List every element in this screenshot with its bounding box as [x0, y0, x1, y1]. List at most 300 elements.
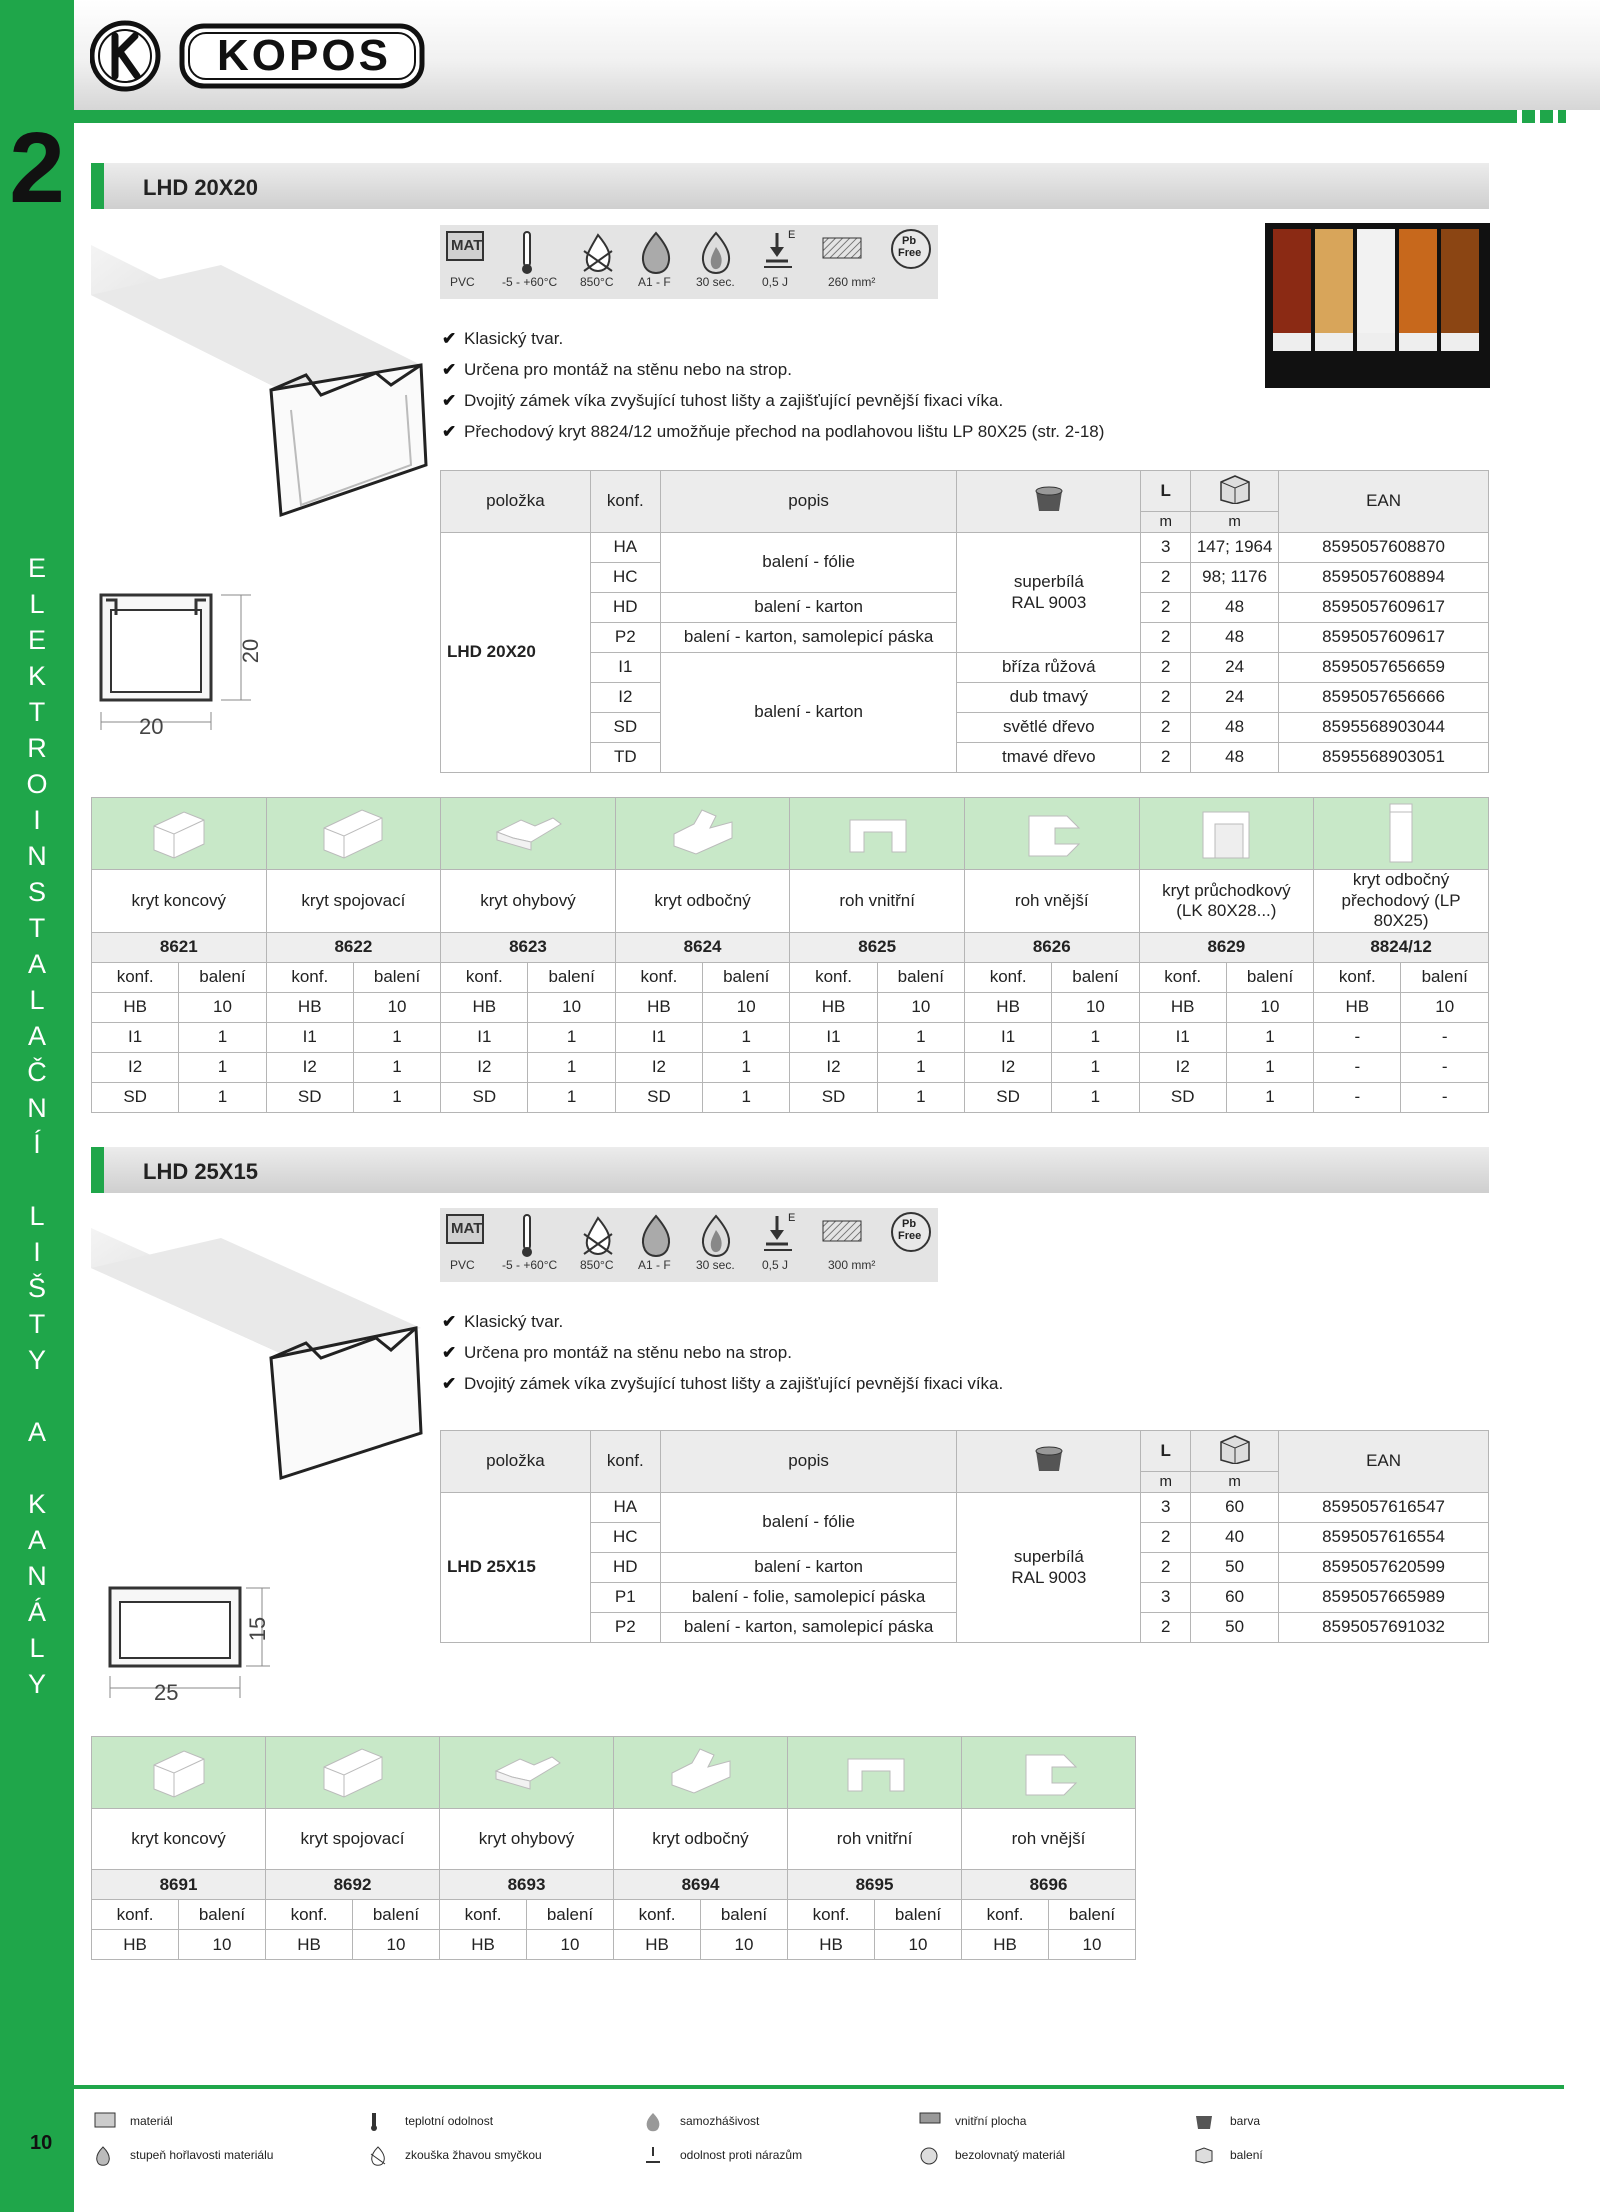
- table-cell: 24: [1191, 653, 1279, 683]
- table-cell: 1: [179, 1022, 266, 1052]
- table-cell: 1: [1226, 1022, 1313, 1052]
- table-cell: P2: [590, 1613, 660, 1643]
- table-cell: 10: [1401, 992, 1489, 1022]
- accessory-code: 8693: [440, 1870, 614, 1900]
- header-square: [1504, 110, 1517, 123]
- paint-bucket-icon: [957, 471, 1141, 533]
- accessory-name: [615, 870, 790, 932]
- side-letter: I: [33, 805, 41, 835]
- table-cell: 1: [353, 1022, 440, 1052]
- side-letter: T: [28, 1309, 46, 1339]
- col-header: konf.: [1314, 962, 1401, 992]
- table-cell: HB: [964, 992, 1051, 1022]
- table-cell: 10: [179, 992, 266, 1022]
- table-cell: SD: [441, 1082, 528, 1112]
- table-cell: HD: [590, 1553, 660, 1583]
- accessory-code: 8695: [788, 1870, 962, 1900]
- col-header: konf.: [590, 1431, 660, 1493]
- spec-value: PVC: [450, 1258, 475, 1272]
- table-cell: -: [1401, 1022, 1489, 1052]
- check-icon: ✔: [442, 360, 457, 379]
- table-cell: HB: [615, 992, 702, 1022]
- table-cell: 8595057691032: [1279, 1613, 1489, 1643]
- table-cell: balení - karton, samolepicí páska: [660, 623, 957, 653]
- table-cell: HB: [788, 1930, 875, 1960]
- footer-green-line: [74, 2085, 1564, 2089]
- accessory-name-line: kryt odbočný: [652, 1829, 749, 1849]
- table-cell: 10: [1052, 992, 1139, 1022]
- col-header: konf.: [790, 962, 877, 992]
- section-header: [91, 1147, 1489, 1193]
- col-header: konf.: [440, 1900, 527, 1930]
- feature-list: [442, 323, 1104, 447]
- table-cell: HB: [1314, 992, 1401, 1022]
- spec-value: 30 sec.: [696, 1258, 735, 1272]
- spec-value: 30 sec.: [696, 275, 735, 289]
- table-cell: HB: [614, 1930, 701, 1960]
- feature-item: [442, 354, 1104, 385]
- col-header: balení: [528, 962, 615, 992]
- paint-bucket-icon: [1194, 2112, 1216, 2130]
- side-letter: A: [27, 1417, 46, 1447]
- accessory-name-line: (LK 80X28...): [1176, 900, 1277, 920]
- table-cell: 40: [1191, 1523, 1279, 1553]
- table-cell: HB: [92, 1930, 179, 1960]
- table-cell: 8595057616554: [1279, 1523, 1489, 1553]
- pb-free-icon: Pb Free: [888, 227, 934, 276]
- unit-label: m: [1191, 1472, 1279, 1493]
- side-letter: A: [27, 949, 46, 979]
- table-cell: 1: [703, 1082, 790, 1112]
- table-cell: 10: [353, 992, 440, 1022]
- accessory-code: 8692: [266, 1870, 440, 1900]
- table-cell: 48: [1191, 593, 1279, 623]
- accessory-name-line: kryt ohybový: [478, 1829, 575, 1849]
- accessory-name-line: kryt spojovací: [301, 890, 406, 910]
- header-square: [1540, 110, 1553, 123]
- table-cell: SD: [266, 1082, 353, 1112]
- table-cell: -: [1314, 1052, 1401, 1082]
- accessory-code: 8624: [615, 932, 790, 962]
- table-cell: balení - fólie: [660, 533, 957, 593]
- col-header: konf.: [92, 1900, 179, 1930]
- feature-text: Určena pro montáž na stěnu nebo na strop.: [464, 360, 792, 379]
- accessory-image: [614, 1737, 788, 1809]
- accessory-code: 8629: [1139, 932, 1314, 962]
- chapter-vertical-title: [16, 550, 58, 1702]
- table-cell: -: [1401, 1082, 1489, 1112]
- thermometer-icon: [520, 231, 534, 280]
- table-cell: 3: [1141, 1493, 1191, 1523]
- table-cell: 2: [1141, 563, 1191, 593]
- legend-label: zkouška žhavou smyčkou: [405, 2148, 542, 2162]
- legend-label: odolnost proti nárazům: [680, 2148, 803, 2162]
- table-cell: 1: [528, 1022, 615, 1052]
- accessory-code: 8623: [441, 932, 616, 962]
- col-header: balení: [877, 962, 964, 992]
- cross-section-drawing: [91, 580, 271, 750]
- table-cell: 3: [1141, 533, 1191, 563]
- check-icon: ✔: [442, 1343, 457, 1362]
- table-cell: 8595057656666: [1279, 683, 1489, 713]
- table-cell: HC: [590, 563, 660, 593]
- feature-item: [442, 323, 1104, 354]
- check-icon: ✔: [442, 1374, 457, 1393]
- col-header: L: [1141, 471, 1191, 512]
- hatched-area-icon: [822, 237, 862, 264]
- table-cell: balení - karton: [660, 653, 957, 773]
- accessory-name-line: kryt koncový: [131, 1829, 226, 1849]
- spec-value: 0,5 J: [762, 275, 789, 289]
- product-image: [91, 1208, 431, 1488]
- table-cell: 10: [528, 992, 615, 1022]
- table-cell: 10: [703, 992, 790, 1022]
- accessory-image: [266, 798, 441, 870]
- spec-icon-bar: [440, 225, 938, 299]
- product-table: [440, 470, 1489, 773]
- table-cell: 8595057620599: [1279, 1553, 1489, 1583]
- col-header: popis: [660, 471, 957, 533]
- table-cell: I2: [590, 683, 660, 713]
- table-cell: SD: [1139, 1082, 1226, 1112]
- accessory-name-line: přechodový (LP 80X25): [1341, 890, 1461, 931]
- col-header: balení: [701, 1900, 788, 1930]
- product-image: [91, 225, 451, 525]
- section-title: LHD 25X15: [143, 1159, 258, 1184]
- col-header: balení: [353, 962, 440, 992]
- flame-drop-icon: [636, 1214, 676, 1263]
- table-cell: P1: [590, 1583, 660, 1613]
- col-header: balení: [353, 1900, 440, 1930]
- feature-text: Dvojitý zámek víka zvyšující tuhost lišty a zajišťující pevnější fixaci víka.: [464, 391, 1004, 410]
- table-cell: 10: [701, 1930, 788, 1960]
- table-cell: 3: [1141, 1583, 1191, 1613]
- side-letter: Y: [27, 1669, 46, 1699]
- feature-text: Klasický tvar.: [464, 329, 564, 348]
- side-letter: [16, 1450, 58, 1486]
- table-cell: I2: [790, 1052, 877, 1082]
- col-header: balení: [1226, 962, 1313, 992]
- product-name: LHD 20X20: [441, 533, 591, 773]
- table-cell: tmavé dřevo: [957, 743, 1141, 773]
- table-cell: -: [1314, 1082, 1401, 1112]
- side-letter: A: [27, 1021, 46, 1051]
- accessory-name: [266, 870, 441, 932]
- table-cell: SD: [590, 713, 660, 743]
- side-letter: E: [27, 553, 46, 583]
- table-cell: 10: [875, 1930, 962, 1960]
- col-header: balení: [1049, 1900, 1136, 1930]
- col-header: konf.: [1139, 962, 1226, 992]
- spec-value: 850°C: [580, 1258, 614, 1272]
- col-header: konf.: [590, 471, 660, 533]
- pb-free-icon: Pb Free: [888, 1210, 934, 1259]
- hatched-area-icon: [919, 2112, 941, 2130]
- table-cell: 8595568903051: [1279, 743, 1489, 773]
- col-header: balení: [179, 962, 266, 992]
- table-cell: 1: [1052, 1022, 1139, 1052]
- table-cell: I1: [590, 653, 660, 683]
- table-cell: 8595057608870: [1279, 533, 1489, 563]
- side-letter: Č: [27, 1057, 47, 1087]
- page-number: 10: [30, 2132, 53, 2154]
- thermometer-icon: [520, 1214, 534, 1263]
- accessory-code: 8625: [790, 932, 965, 962]
- col-header: balení: [179, 1900, 266, 1930]
- self-extinguish-icon: [644, 2112, 666, 2130]
- color-samples-photo: [1265, 223, 1490, 388]
- accessory-name: [92, 870, 267, 932]
- table-cell: 8595057616547: [1279, 1493, 1489, 1523]
- accessory-name: [92, 1809, 266, 1870]
- accessory-image: [964, 798, 1139, 870]
- accessory-name: [1314, 870, 1489, 932]
- unit-label: m: [1141, 1472, 1191, 1493]
- cross-section-drawing: [100, 1580, 280, 1730]
- self-extinguish-icon: [696, 1214, 736, 1263]
- col-header: konf.: [92, 962, 179, 992]
- table-cell: superbílá RAL 9003: [957, 533, 1141, 653]
- table-cell: HC: [590, 1523, 660, 1553]
- accessory-image: [441, 798, 616, 870]
- accessory-name: [964, 870, 1139, 932]
- glow-wire-icon: [369, 2146, 391, 2164]
- table-cell: 10: [1049, 1930, 1136, 1960]
- table-cell: I2: [1139, 1052, 1226, 1082]
- impact-icon: E: [762, 231, 796, 276]
- accessory-name: [1139, 870, 1314, 932]
- feature-item: [442, 1368, 1003, 1399]
- col-header: konf.: [962, 1900, 1049, 1930]
- box-icon: [1194, 2146, 1216, 2164]
- table-cell: 1: [877, 1022, 964, 1052]
- table-cell: 1: [179, 1082, 266, 1112]
- table-cell: dub tmavý: [957, 683, 1141, 713]
- table-cell: HA: [590, 533, 660, 563]
- table-cell: I1: [266, 1022, 353, 1052]
- accessory-image: [266, 1737, 440, 1809]
- table-cell: 8595057608894: [1279, 563, 1489, 593]
- table-cell: superbílá RAL 9003: [957, 1493, 1141, 1643]
- side-letter: K: [27, 1489, 46, 1519]
- accessory-image: [92, 1737, 266, 1809]
- accessory-code: 8694: [614, 1870, 788, 1900]
- accessory-image: [615, 798, 790, 870]
- product-table: [440, 1430, 1489, 1643]
- side-letter: A: [27, 1525, 46, 1555]
- table-cell: 147; 1964: [1191, 533, 1279, 563]
- table-cell: HA: [590, 1493, 660, 1523]
- table-cell: balení - folie, samolepicí páska: [660, 1583, 957, 1613]
- side-letter: E: [27, 625, 46, 655]
- table-cell: 60: [1191, 1583, 1279, 1613]
- accessory-name-line: kryt spojovací: [300, 1829, 405, 1849]
- accessory-name-line: roh vnitřní: [836, 1829, 913, 1849]
- table-cell: I2: [615, 1052, 702, 1082]
- table-cell: HB: [790, 992, 877, 1022]
- table-cell: I2: [266, 1052, 353, 1082]
- thermometer-icon: [369, 2112, 391, 2130]
- side-letter: R: [27, 733, 47, 763]
- legend-label: teplotní odolnost: [405, 2114, 494, 2128]
- table-cell: I1: [790, 1022, 877, 1052]
- table-cell: 1: [528, 1082, 615, 1112]
- legend-label: stupeň hořlavosti materiálu: [130, 2148, 274, 2162]
- glow-wire-icon: [578, 1214, 618, 1263]
- check-icon: ✔: [442, 329, 457, 348]
- table-cell: 1: [877, 1082, 964, 1112]
- accessories-table: [91, 1736, 1136, 1960]
- table-cell: 98; 1176: [1191, 563, 1279, 593]
- table-cell: I1: [1139, 1022, 1226, 1052]
- spec-value: -5 - +60°C: [502, 275, 558, 289]
- accessory-name: [614, 1809, 788, 1870]
- feature-item: [442, 1337, 1003, 1368]
- col-header: konf.: [615, 962, 702, 992]
- accessory-name-line: roh vnitřní: [839, 890, 915, 910]
- side-letter: N: [27, 841, 47, 871]
- side-letter: N: [27, 1561, 47, 1591]
- side-letter: L: [29, 985, 45, 1015]
- table-cell: -: [1401, 1052, 1489, 1082]
- side-letter: L: [29, 1201, 45, 1231]
- table-cell: 10: [527, 1930, 614, 1960]
- side-letter: N: [27, 1093, 47, 1123]
- accessory-name-line: kryt koncový: [131, 890, 227, 910]
- feature-text: Určena pro montáž na stěnu nebo na strop.: [464, 1343, 792, 1362]
- table-cell: I2: [441, 1052, 528, 1082]
- table-cell: 1: [353, 1082, 440, 1112]
- table-cell: I1: [441, 1022, 528, 1052]
- legend-label: materiál: [130, 2114, 173, 2128]
- table-cell: HB: [440, 1930, 527, 1960]
- col-header: EAN: [1279, 471, 1489, 533]
- table-cell: 2: [1141, 653, 1191, 683]
- table-cell: bříza růžová: [957, 653, 1141, 683]
- table-cell: HB: [266, 992, 353, 1022]
- table-cell: HB: [92, 992, 179, 1022]
- col-header: konf.: [441, 962, 528, 992]
- box-icon: [1191, 471, 1279, 512]
- legend-label: samozhášivost: [680, 2114, 760, 2128]
- table-cell: 24: [1191, 683, 1279, 713]
- table-cell: 48: [1191, 713, 1279, 743]
- spec-value: 300 mm²: [828, 1258, 876, 1272]
- side-letter: [16, 1378, 58, 1414]
- table-cell: 10: [1226, 992, 1313, 1022]
- table-cell: 60: [1191, 1493, 1279, 1523]
- feature-text: Přechodový kryt 8824/12 umožňuje přechod na podlahovou lištu LP 80X25 (str. 2-18): [464, 422, 1105, 441]
- table-cell: HD: [590, 593, 660, 623]
- impact-icon: [644, 2146, 666, 2164]
- table-cell: -: [1314, 1022, 1401, 1052]
- accessory-name-line: kryt odbočný: [654, 890, 751, 910]
- col-header: EAN: [1279, 1431, 1489, 1493]
- table-cell: 48: [1191, 623, 1279, 653]
- dimension-height: 15: [245, 1616, 271, 1642]
- side-letter: L: [29, 589, 45, 619]
- accessory-image: [790, 798, 965, 870]
- spec-value: A1 - F: [638, 1258, 671, 1272]
- table-cell: P2: [590, 623, 660, 653]
- col-header: popis: [660, 1431, 957, 1493]
- accessory-name-line: roh vnější: [1011, 1829, 1086, 1849]
- accessory-name: [790, 870, 965, 932]
- dimension-width: 20: [139, 714, 164, 739]
- check-icon: ✔: [442, 1312, 457, 1331]
- accessory-code: 8696: [962, 1870, 1136, 1900]
- table-cell: 10: [877, 992, 964, 1022]
- table-cell: balení - fólie: [660, 1493, 957, 1553]
- side-letter: T: [28, 697, 46, 727]
- feature-text: Klasický tvar.: [464, 1312, 564, 1331]
- feature-item: [442, 1306, 1003, 1337]
- table-cell: 8595057665989: [1279, 1583, 1489, 1613]
- table-cell: 8595057609617: [1279, 593, 1489, 623]
- accessory-name: [266, 1809, 440, 1870]
- flame-drop-icon: [94, 2146, 116, 2164]
- accessory-name-line: kryt odbočný: [1352, 870, 1450, 890]
- unit-label: m: [1141, 512, 1191, 533]
- chapter-number: 2: [9, 112, 65, 224]
- col-header: konf.: [266, 1900, 353, 1930]
- table-cell: 1: [703, 1022, 790, 1052]
- accessory-image: [440, 1737, 614, 1809]
- side-letter: Á: [27, 1597, 46, 1627]
- table-cell: 50: [1191, 1553, 1279, 1583]
- accessory-name-line: kryt ohybový: [480, 890, 576, 910]
- accessory-name: [440, 1809, 614, 1870]
- table-cell: 2: [1141, 713, 1191, 743]
- accessory-image: [788, 1737, 962, 1809]
- table-cell: I1: [92, 1022, 179, 1052]
- table-cell: 8595057609617: [1279, 623, 1489, 653]
- mat-icon: MAT: [446, 1214, 484, 1249]
- table-cell: HB: [1139, 992, 1226, 1022]
- accessory-name: [962, 1809, 1136, 1870]
- section-header: [91, 163, 1489, 209]
- accessory-code: 8626: [964, 932, 1139, 962]
- legend-label: balení: [1230, 2148, 1263, 2162]
- legend-label: barva: [1230, 2114, 1261, 2128]
- table-cell: TD: [590, 743, 660, 773]
- table-cell: 1: [1052, 1082, 1139, 1112]
- table-cell: balení - karton: [660, 593, 957, 623]
- spec-value: 0,5 J: [762, 1258, 789, 1272]
- unit-label: m: [1191, 512, 1279, 533]
- table-cell: 2: [1141, 1553, 1191, 1583]
- header-green-line: [74, 110, 1514, 123]
- col-header: položka: [441, 1431, 591, 1493]
- col-header: balení: [1052, 962, 1139, 992]
- spec-value: -5 - +60°C: [502, 1258, 558, 1272]
- feature-text: Dvojitý zámek víka zvyšující tuhost lišty a zajišťující pevnější fixaci víka.: [464, 1374, 1004, 1393]
- header-square: [1558, 110, 1566, 123]
- accessory-image: [1139, 798, 1314, 870]
- table-cell: SD: [964, 1082, 1051, 1112]
- mat-icon: MAT: [446, 231, 484, 266]
- table-cell: SD: [615, 1082, 702, 1112]
- table-cell: balení - karton: [660, 1553, 957, 1583]
- col-header: položka: [441, 471, 591, 533]
- col-header: balení: [703, 962, 790, 992]
- paint-bucket-icon: [957, 1431, 1141, 1493]
- table-cell: 1: [877, 1052, 964, 1082]
- table-cell: 1: [528, 1052, 615, 1082]
- side-letter: O: [26, 769, 48, 799]
- accessory-code: 8621: [92, 932, 267, 962]
- table-cell: HB: [441, 992, 528, 1022]
